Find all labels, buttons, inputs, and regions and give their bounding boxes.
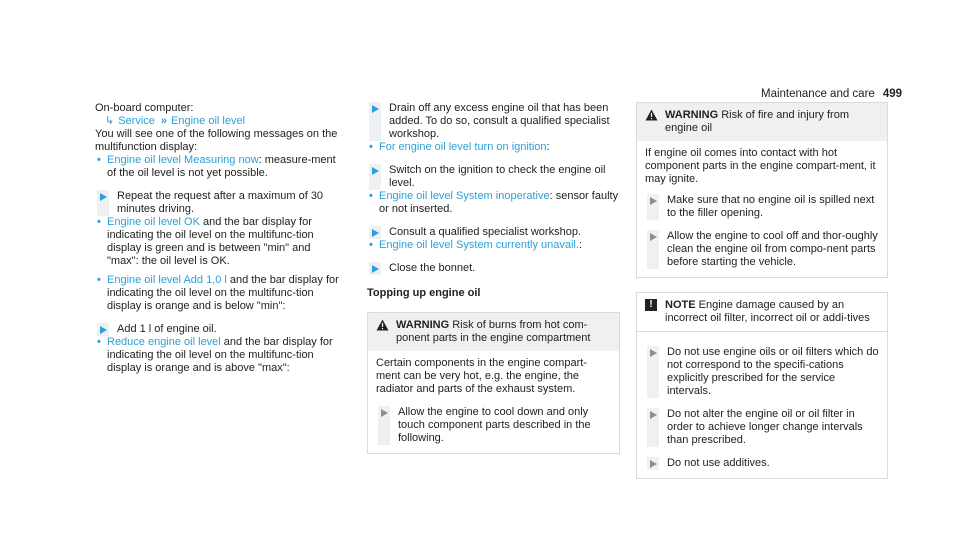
return-arrow-icon: ↳ [105, 115, 115, 127]
note-label: NOTE [665, 299, 696, 311]
note-body [637, 331, 887, 478]
section-title: Maintenance and care [761, 88, 875, 100]
step-triangle-icon [647, 408, 659, 447]
step-triangle-icon [97, 323, 109, 336]
instruction-step [645, 408, 879, 447]
exclamation-icon: ! [645, 299, 657, 311]
step-text: Switch on the ignition to check the engine oil level. [389, 164, 606, 189]
warning-body [637, 141, 887, 277]
instruction-step [645, 457, 879, 470]
step-text: Do not use additives. [667, 457, 770, 469]
warning-icon [376, 319, 389, 331]
list-item [95, 336, 345, 375]
message-name: Engine oil level Measuring now [107, 154, 259, 166]
step-triangle-icon [97, 190, 109, 216]
message-name: Engine oil level Add 1,0 l [107, 274, 227, 286]
warning-title: Risk of burns from hot com-ponent parts in the engine compartment [396, 319, 591, 344]
instruction-step [95, 190, 345, 216]
warning-label: WARNING [665, 109, 719, 121]
column-1 [95, 102, 345, 375]
instruction-step [95, 323, 345, 336]
step-text: Allow the engine to cool down and only touch component parts described in the following. [398, 406, 591, 444]
warning-box [367, 312, 620, 454]
message-description: and the bar display for indicating the oil level on the multifunc-tion display is green and is between "min" and "max": the oil level is OK. [107, 216, 314, 267]
note-box [636, 292, 888, 479]
step-triangle-icon [369, 164, 381, 190]
step-triangle-icon [378, 406, 390, 445]
step-triangle-icon [647, 457, 659, 470]
list-item [367, 141, 620, 154]
step-text: Do not alter the engine oil or oil filter in order to achieve longer change intervals than prescribed. [667, 408, 863, 446]
step-text: Do not use engine oils or oil filters which do not correspond to the specifi-cations explicitly prescribed for the service intervals. [667, 346, 879, 397]
instruction-step [367, 164, 620, 190]
message-name: Engine oil level System inoperative [379, 190, 550, 202]
note-title: Engine damage caused by an incorrect oil filter, incorrect oil or addi-tives [665, 299, 870, 324]
section-heading: Topping up engine oil [367, 287, 481, 299]
step-text: Allow the engine to cool off and thor-oughly clean the engine oil from compo-nent parts before starting the vehicle. [667, 230, 878, 268]
list-item [367, 190, 620, 216]
message-description: : [578, 239, 582, 251]
step-text: Make sure that no engine oil is spilled next to the filler opening. [667, 194, 875, 219]
warning-header [368, 313, 619, 351]
note-header [637, 293, 887, 331]
warning-text: Certain components in the engine compart-ment can be very hot, e.g. the engine, the radiator and parts of the exhaust system. [376, 357, 587, 395]
warning-icon [645, 109, 658, 121]
instruction-step [376, 406, 611, 445]
message-description: and the bar display for indicating the oil level on the multifunc-tion display is orange and is above "max": [107, 336, 333, 374]
message-name: Engine oil level OK [107, 216, 200, 228]
instruction-step [367, 102, 620, 141]
step-text: Repeat the request after a maximum of 30 minutes driving. [117, 190, 324, 215]
column-3 [636, 102, 888, 479]
lead-text: You will see one of the following messages on the multifunction display: [95, 128, 338, 153]
warning-header [637, 103, 887, 141]
instruction-step [367, 226, 620, 239]
warning-box [636, 102, 888, 278]
warning-title: Risk of fire and injury from engine oil [665, 109, 849, 134]
step-triangle-icon [369, 102, 381, 141]
step-triangle-icon [647, 346, 659, 398]
menu-engine-oil-level: Engine oil level [171, 115, 246, 127]
list-item [95, 154, 345, 180]
step-text: Add 1 l of engine oil. [117, 323, 217, 335]
instruction-step [367, 262, 620, 275]
column-2 [367, 102, 620, 454]
list-item [95, 216, 345, 268]
intro-text: On-board computer: [95, 102, 194, 114]
menu-service: Service [118, 115, 155, 127]
step-triangle-icon [369, 262, 381, 275]
menu-path [95, 115, 345, 128]
instruction-step [645, 194, 879, 220]
step-triangle-icon [647, 194, 659, 220]
instruction-step [645, 230, 879, 269]
double-chevron-icon: » [160, 115, 168, 127]
step-text: Consult a qualified specialist workshop. [389, 226, 581, 238]
message-description: : measure-ment of the oil level is not yet possible. [107, 154, 336, 179]
page-header [761, 88, 902, 101]
instruction-step [645, 346, 879, 398]
step-triangle-icon [369, 226, 381, 239]
message-name: Reduce engine oil level [107, 336, 221, 348]
page-number: 499 [882, 88, 902, 100]
step-triangle-icon [647, 230, 659, 269]
message-name: For engine oil level turn on ignition [379, 141, 547, 153]
message-description: : sensor faulty or not inserted. [379, 190, 619, 215]
list-item [95, 274, 345, 313]
warning-body [368, 351, 619, 453]
step-text: Close the bonnet. [389, 262, 476, 274]
warning-text: If engine oil comes into contact with hot component parts in the engine compart-ment, it may ignite. [645, 147, 876, 185]
message-description: : [546, 141, 550, 153]
step-text: Drain off any excess engine oil that has been added. To do so, consult a qualified specialist workshop. [389, 102, 610, 140]
message-name: Engine oil level System currently unavail. [379, 239, 579, 251]
list-item [367, 239, 620, 252]
warning-label: WARNING [396, 319, 450, 331]
message-description: and the bar display for indicating the oil level on the multifunc-tion display is orange and is below "min": [107, 274, 339, 312]
